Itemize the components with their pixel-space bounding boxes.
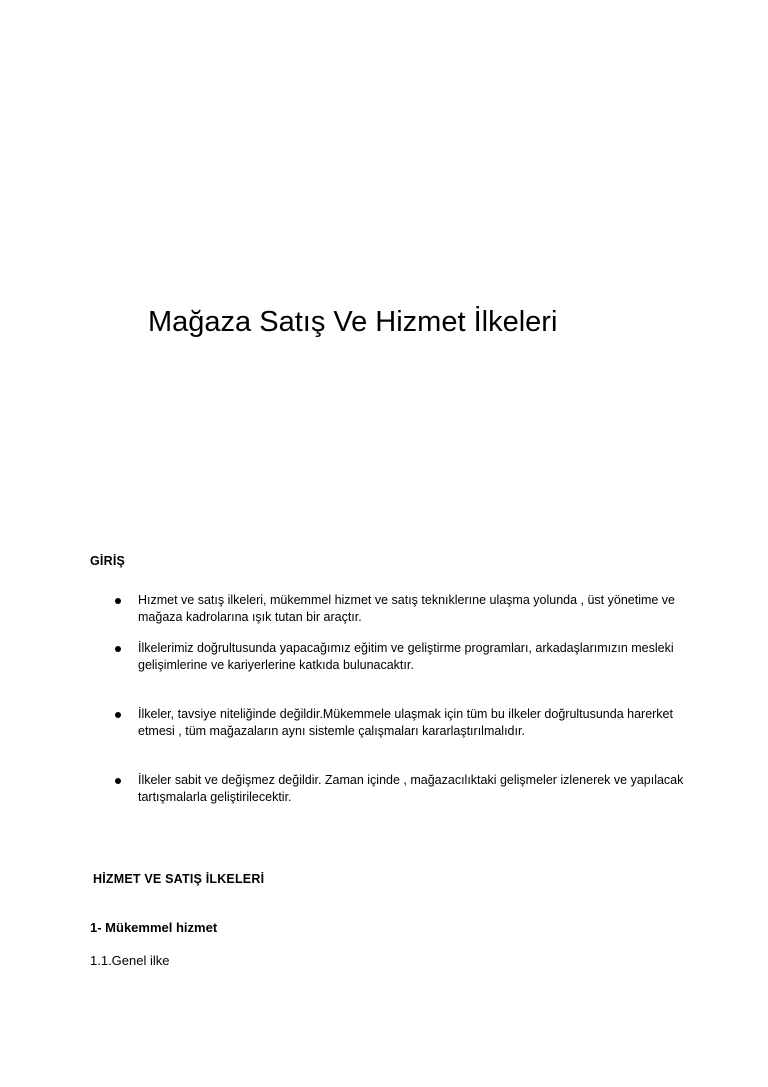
bullet-text: İlkeler sabit ve değişmez değildir. Zaman içinde , mağazacılıktaki gelişmeler izlenerek ve yapılacak tartışmalarla geliştirilecektir. [138,773,684,804]
bullet-icon [115,646,121,652]
bullet-icon [115,778,121,784]
bullet-text: Hızmet ve satış ilkeleri, mükemmel hizmet ve satış teknıklerıne ulaşma yolunda , üst yönetime ve mağaza kadrolarına ışık tutan bir araçtır. [138,593,676,624]
bullet-icon [115,598,121,604]
intro-heading: GİRİŞ [90,554,126,568]
bullet-icon [115,712,121,718]
services-principles-heading: HİZMET VE SATIŞ İLKELERİ [93,872,265,886]
general-principle-heading: 1.1.Genel ilke [90,953,170,968]
excellent-service-heading: 1- Mükemmel hizmet [90,920,218,935]
document-title: Mağaza Satış Ve Hizmet İlkeleri [148,306,558,338]
bullet-text: İlkeler, tavsiye niteliğinde değildir.Mükemmele ulaşmak için tüm bu ilkeler doğrultusunda harerket etmesi , tüm mağazaların aynı sistemle çalışmaları kararlaştırılmalıdır. [138,707,673,738]
bullet-text: İlkelerimiz doğrultusunda yapacağımız eğitim ve geliştirme programları, arkadaşlarımızın mesleki gelişimlerine ve kariyerlerine katkıda bulunacaktır. [138,641,674,672]
